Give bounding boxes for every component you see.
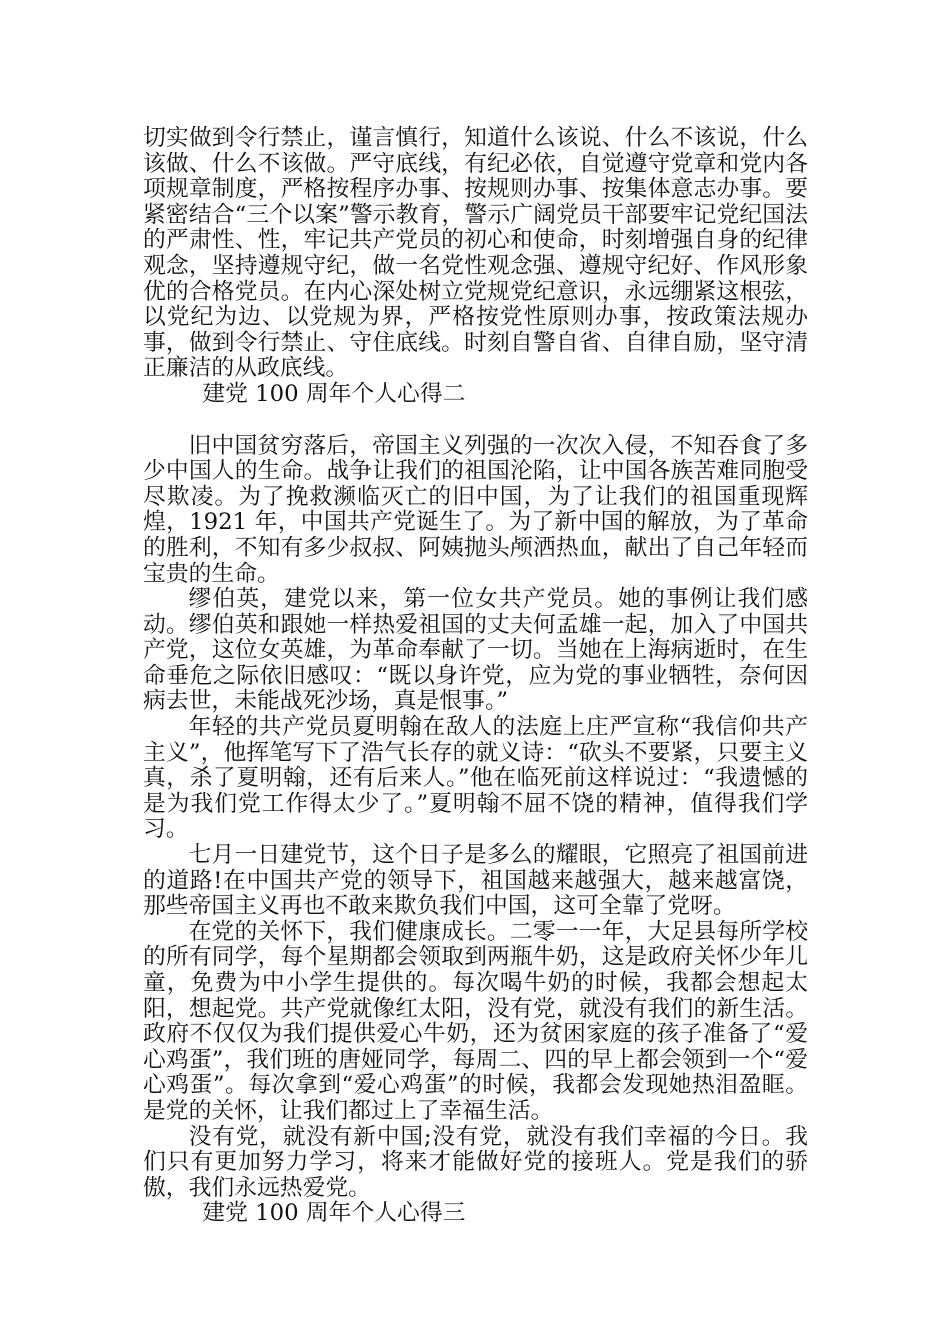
section-heading-two: 建党 100 周年个人心得二 [202,380,466,407]
paragraph: 没有党，就没有新中国;没有党，就没有我们幸福的今日。我们只有更加努力学习，将来才能做好党的接班人。党是我们的骄傲，我们永远热爱党。 [143,1123,808,1201]
blank-line [143,408,808,434]
paragraph: 旧中国贫穷落后，帝国主义列强的一次次入侵，不知吞食了多少中国人的生命。战争让我们的祖国沦陷，让中国各族苦难同胞受尽欺凌。为了挽救濒临灭亡的旧中国，为了让我们的祖国重现辉煌，1921 年，中国共产党诞生了。为了新中国的解放，为了革命的胜利，不知有多少叔叔、阿姨抛头颅洒热血，献出了自己年轻而宝贵的生命。 [143,432,808,587]
paragraph-continued: 切实做到令行禁止，谨言慎行，知道什么该说、什么不该说，什么该做、什么不该做。严守底线，有纪必依，自觉遵守党章和党内各项规章制度，严格按程序办事、按规则办事、按集体意志办事。要紧密结合“三个以案”警示教育，警示广阔党员干部要牢记党纪国法的严肃性、性，牢记共产党员的初心和使命，时刻增强自身的纪律观念，坚持遵规守纪，做一名党性观念强、遵规守纪好、作风形象优的合格党员。在内心深处树立党规党纪意识，永远绷紧这根弦，以党纪为边、以党规为界，严格按党性原则办事，按政策法规办事，做到令行禁止、守住底线。时刻自警自省、自律自励，坚守清正廉洁的从政底线。 [143,125,808,382]
document-page [143,126,808,1227]
paragraph: 在党的关怀下，我们健康成长。二零一一年，大足县每所学校的所有同学，每个星期都会领取到两瓶牛奶，这是政府关怀少年儿童，免费为中小学生提供的。每次喝牛奶的时候，我都会想起太阳，想起党。共产党就像红太阳，没有党，就没有我们的新生活。政府不仅仅为我们提供爱心牛奶，还为贫困家庭的孩子准备了“爱心鸡蛋”，我们班的唐娅同学，每周二、四的早上都会领到一个“爱心鸡蛋”。每次拿到“爱心鸡蛋”的时候，我都会发现她热泪盈眶。是党的关怀，让我们都过上了幸福生活。 [143,918,808,1124]
paragraph: 七月一日建党节，这个日子是多么的耀眼，它照亮了祖国前进的道路!在中国共产党的领导下，祖国越来越强大，越来越富饶，那些帝国主义再也不敢来欺负我们中国，这可全靠了党呀。 [143,842,808,920]
paragraph: 缪伯英，建党以来，第一位女共产党员。她的事例让我们感动。缪伯英和跟她一样热爱祖国的丈夫何孟雄一起，加入了中国共产党，这位女英雄，为革命奉献了一切。当她在上海病逝时，在生命垂危之际依旧感叹：“既以身许党，应为党的事业牺牲，奈何因病去世，未能战死沙场，真是恨事。” [143,586,808,715]
section-heading-three: 建党 100 周年个人心得三 [202,1200,466,1227]
paragraph: 年轻的共产党员夏明翰在敌人的法庭上庄严宣称“我信仰共产主义”，他挥笔写下了浩气长存的就义诗：“砍头不要紧，只要主义真，杀了夏明翰，还有后来人。”他在临死前这样说过：“我遗憾的是为我们党工作得太少了。”夏明翰不屈不饶的精神，值得我们学习。 [143,714,808,843]
